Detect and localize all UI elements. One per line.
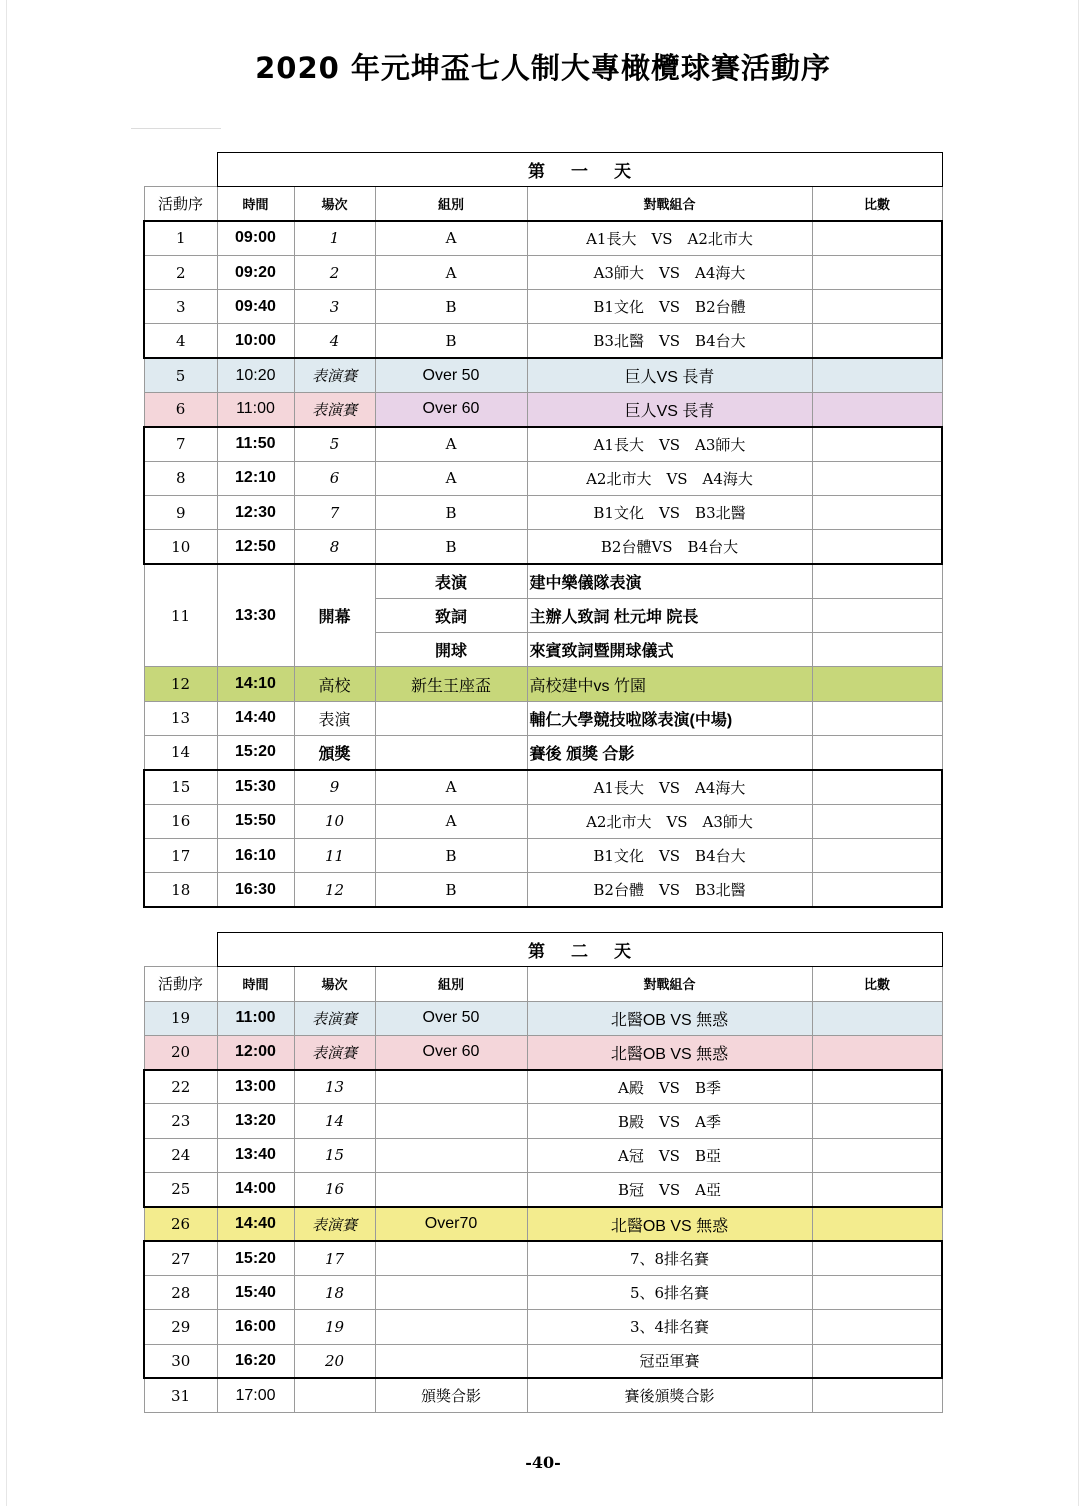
pairing: 巨人VS 長青 xyxy=(527,393,812,427)
group xyxy=(375,1275,527,1309)
group: B xyxy=(375,324,527,358)
activity-seq: 27 xyxy=(144,1241,217,1275)
col-seq-header: 活動序 xyxy=(144,187,217,221)
pairing: A冠 VS B亞 xyxy=(527,1138,812,1172)
time: 16:10 xyxy=(217,838,294,872)
col-group-header: 組別 xyxy=(375,187,527,221)
opening-detail: 來賓致詞暨開球儀式 xyxy=(527,633,812,667)
score xyxy=(812,1138,942,1172)
activity-seq: 17 xyxy=(144,838,217,872)
activity-seq: 13 xyxy=(144,701,217,735)
time: 12:00 xyxy=(217,1035,294,1069)
group: Over 60 xyxy=(375,1035,527,1069)
time: 11:00 xyxy=(217,1001,294,1035)
group: A xyxy=(375,804,527,838)
col-pairing-header: 對戰組合 xyxy=(527,187,812,221)
time: 09:00 xyxy=(217,221,294,255)
pairing: 7、8排名賽 xyxy=(527,1241,812,1275)
time: 15:20 xyxy=(217,1241,294,1275)
score xyxy=(812,1104,942,1138)
pairing: 北醫OB VS 無惑 xyxy=(527,1035,812,1069)
time: 12:10 xyxy=(217,461,294,495)
match-number: 20 xyxy=(294,1344,375,1378)
activity-seq: 14 xyxy=(144,736,217,770)
pairing: B1文化 VS B3北醫 xyxy=(527,495,812,529)
table-row xyxy=(144,736,942,770)
activity-seq: 23 xyxy=(144,1104,217,1138)
table-row xyxy=(144,461,942,495)
time: 09:40 xyxy=(217,290,294,324)
table-row xyxy=(144,873,942,907)
day-heading: 第一天 xyxy=(217,153,942,187)
pairing: 賽後 頒獎 合影 xyxy=(527,736,812,770)
pairing: B3北醫 VS B4台大 xyxy=(527,324,812,358)
table-row xyxy=(144,290,942,324)
score xyxy=(812,564,942,598)
score xyxy=(812,1173,942,1207)
score xyxy=(812,770,942,804)
table-row xyxy=(144,221,942,255)
group: B xyxy=(375,290,527,324)
score xyxy=(812,255,942,289)
opening-item: 表演 xyxy=(375,564,527,598)
match-number: 9 xyxy=(294,770,375,804)
activity-seq: 3 xyxy=(144,290,217,324)
time: 11:50 xyxy=(217,427,294,461)
group xyxy=(375,1070,527,1104)
table-row xyxy=(144,701,942,735)
time: 13:30 xyxy=(217,564,294,667)
col-match-header: 場次 xyxy=(294,187,375,221)
time: 15:50 xyxy=(217,804,294,838)
pairing: 高校建中vs 竹園 xyxy=(527,667,812,701)
activity-seq: 16 xyxy=(144,804,217,838)
score xyxy=(812,838,942,872)
column-header-row xyxy=(144,967,942,1001)
pairing: 北醫OB VS 無惑 xyxy=(527,1207,812,1241)
col-seq-header: 活動序 xyxy=(144,967,217,1001)
score xyxy=(812,1275,942,1309)
match-number: 7 xyxy=(294,495,375,529)
group: B xyxy=(375,495,527,529)
match-number: 6 xyxy=(294,461,375,495)
activity-seq: 4 xyxy=(144,324,217,358)
group: Over 50 xyxy=(375,358,527,392)
match-number: 5 xyxy=(294,427,375,461)
table-row xyxy=(144,393,942,427)
score xyxy=(812,1344,942,1378)
time: 09:20 xyxy=(217,255,294,289)
time: 15:20 xyxy=(217,736,294,770)
score xyxy=(812,221,942,255)
group xyxy=(375,1241,527,1275)
time: 12:30 xyxy=(217,495,294,529)
activity-seq: 31 xyxy=(144,1378,217,1412)
time: 13:00 xyxy=(217,1070,294,1104)
match-number: 10 xyxy=(294,804,375,838)
time: 14:40 xyxy=(217,1207,294,1241)
day-heading-row xyxy=(144,933,942,967)
match-number: 表演賽 xyxy=(294,1207,375,1241)
page-edge-left xyxy=(6,0,7,1506)
table-row xyxy=(144,838,942,872)
table-row xyxy=(144,1035,942,1069)
col-match-header: 場次 xyxy=(294,967,375,1001)
day-heading-row xyxy=(144,153,942,187)
score xyxy=(812,1207,942,1241)
time: 16:30 xyxy=(217,873,294,907)
table-row xyxy=(144,358,942,392)
group: B xyxy=(375,873,527,907)
group: B xyxy=(375,838,527,872)
pairing: B2台體VS B4台大 xyxy=(527,530,812,564)
score xyxy=(812,667,942,701)
pairing: A1長大 VS A3師大 xyxy=(527,427,812,461)
match-number: 16 xyxy=(294,1173,375,1207)
time: 10:20 xyxy=(217,358,294,392)
score xyxy=(812,324,942,358)
activity-seq: 2 xyxy=(144,255,217,289)
group: A xyxy=(375,427,527,461)
group xyxy=(375,1310,527,1344)
day2-schedule-table xyxy=(143,932,943,1413)
score xyxy=(812,736,942,770)
table-row xyxy=(144,1275,942,1309)
table-row xyxy=(144,804,942,838)
activity-seq: 7 xyxy=(144,427,217,461)
activity-seq: 1 xyxy=(144,221,217,255)
score xyxy=(812,1070,942,1104)
match-number: 12 xyxy=(294,873,375,907)
pairing: 北醫OB VS 無惑 xyxy=(527,1001,812,1035)
pairing: 5、6排名賽 xyxy=(527,1275,812,1309)
activity-seq: 11 xyxy=(144,564,217,667)
pairing: 冠亞軍賽 xyxy=(527,1344,812,1378)
time: 13:40 xyxy=(217,1138,294,1172)
opening-item: 開球 xyxy=(375,633,527,667)
pairing: A殿 VS B季 xyxy=(527,1070,812,1104)
opening-row xyxy=(144,564,942,598)
score xyxy=(812,358,942,392)
match-number: 表演 xyxy=(294,701,375,735)
heading-spacer xyxy=(144,153,217,187)
table-row xyxy=(144,427,942,461)
time: 15:40 xyxy=(217,1275,294,1309)
score xyxy=(812,1241,942,1275)
match-number: 8 xyxy=(294,530,375,564)
score xyxy=(812,598,942,632)
pairing: B殿 VS A季 xyxy=(527,1104,812,1138)
match-number: 表演賽 xyxy=(294,1035,375,1069)
pairing: A3師大 VS A4海大 xyxy=(527,255,812,289)
pairing: 巨人VS 長青 xyxy=(527,358,812,392)
match-number: 表演賽 xyxy=(294,393,375,427)
column-header-row xyxy=(144,187,942,221)
match-number: 14 xyxy=(294,1104,375,1138)
col-time-header: 時間 xyxy=(217,967,294,1001)
opening-detail: 主辦人致詞 杜元坤 院長 xyxy=(527,598,812,632)
time: 14:40 xyxy=(217,701,294,735)
match-number: 17 xyxy=(294,1241,375,1275)
page-number: -40- xyxy=(525,1453,561,1472)
table-row xyxy=(144,667,942,701)
time: 15:30 xyxy=(217,770,294,804)
activity-seq: 19 xyxy=(144,1001,217,1035)
group: Over 60 xyxy=(375,393,527,427)
score xyxy=(812,1035,942,1069)
match-number: 13 xyxy=(294,1070,375,1104)
activity-seq: 30 xyxy=(144,1344,217,1378)
activity-seq: 9 xyxy=(144,495,217,529)
table-row xyxy=(144,255,942,289)
pairing: A2北市大 VS A4海大 xyxy=(527,461,812,495)
activity-seq: 6 xyxy=(144,393,217,427)
activity-seq: 10 xyxy=(144,530,217,564)
day1-schedule-table xyxy=(143,152,943,908)
activity-seq: 29 xyxy=(144,1310,217,1344)
table-row xyxy=(144,1378,942,1412)
time: 13:20 xyxy=(217,1104,294,1138)
time: 10:00 xyxy=(217,324,294,358)
match-number: 開幕 xyxy=(294,564,375,667)
table-row xyxy=(144,1241,942,1275)
table-row xyxy=(144,530,942,564)
group xyxy=(375,1104,527,1138)
time: 11:00 xyxy=(217,393,294,427)
group xyxy=(375,1138,527,1172)
group xyxy=(375,1173,527,1207)
col-time-header: 時間 xyxy=(217,187,294,221)
activity-seq: 20 xyxy=(144,1035,217,1069)
table-row xyxy=(144,495,942,529)
score xyxy=(812,804,942,838)
score xyxy=(812,633,942,667)
opening-detail: 建中樂儀隊表演 xyxy=(527,564,812,598)
group: Over70 xyxy=(375,1207,527,1241)
col-score-header: 比數 xyxy=(812,967,942,1001)
activity-seq: 5 xyxy=(144,358,217,392)
score xyxy=(812,427,942,461)
activity-seq: 18 xyxy=(144,873,217,907)
score xyxy=(812,530,942,564)
group xyxy=(375,701,527,735)
time: 12:50 xyxy=(217,530,294,564)
pairing: B1文化 VS B2台體 xyxy=(527,290,812,324)
pairing: 3、4排名賽 xyxy=(527,1310,812,1344)
table-row xyxy=(144,770,942,804)
pairing: A1長大 VS A2北市大 xyxy=(527,221,812,255)
activity-seq: 15 xyxy=(144,770,217,804)
score xyxy=(812,495,942,529)
match-number: 15 xyxy=(294,1138,375,1172)
pairing: A1長大 VS A4海大 xyxy=(527,770,812,804)
group: B xyxy=(375,530,527,564)
time: 16:00 xyxy=(217,1310,294,1344)
group: Over 50 xyxy=(375,1001,527,1035)
col-score-header: 比數 xyxy=(812,187,942,221)
activity-seq: 28 xyxy=(144,1275,217,1309)
score xyxy=(812,701,942,735)
group: A xyxy=(375,770,527,804)
group: A xyxy=(375,461,527,495)
match-number: 3 xyxy=(294,290,375,324)
activity-seq: 22 xyxy=(144,1070,217,1104)
table-row xyxy=(144,1207,942,1241)
page-edge-right xyxy=(1078,0,1079,1506)
group: A xyxy=(375,255,527,289)
match-number: 18 xyxy=(294,1275,375,1309)
match-number: 表演賽 xyxy=(294,358,375,392)
pairing: A2北市大 VS A3師大 xyxy=(527,804,812,838)
col-group-header: 組別 xyxy=(375,967,527,1001)
day-heading: 第二天 xyxy=(217,933,942,967)
table-row xyxy=(144,1310,942,1344)
heading-spacer xyxy=(144,933,217,967)
match-number: 2 xyxy=(294,255,375,289)
pairing: B冠 VS A亞 xyxy=(527,1173,812,1207)
score xyxy=(812,1310,942,1344)
faint-rule xyxy=(131,128,221,129)
table-row xyxy=(144,1344,942,1378)
activity-seq: 25 xyxy=(144,1173,217,1207)
score xyxy=(812,873,942,907)
score xyxy=(812,290,942,324)
time: 17:00 xyxy=(217,1378,294,1412)
match-number: 1 xyxy=(294,221,375,255)
score xyxy=(812,1001,942,1035)
table-row xyxy=(144,1001,942,1035)
group: A xyxy=(375,221,527,255)
page-title: 2020 年元坤盃七人制大專橄欖球賽活動序 xyxy=(255,51,831,85)
pairing: 賽後頒獎合影 xyxy=(527,1378,812,1412)
pairing: 輔仁大學競技啦隊表演(中場) xyxy=(527,701,812,735)
time: 14:10 xyxy=(217,667,294,701)
opening-item: 致詞 xyxy=(375,598,527,632)
table-row xyxy=(144,1173,942,1207)
time: 16:20 xyxy=(217,1344,294,1378)
table-row xyxy=(144,1104,942,1138)
match-number: 19 xyxy=(294,1310,375,1344)
match-number: 高校 xyxy=(294,667,375,701)
activity-seq: 8 xyxy=(144,461,217,495)
pairing: B2台體 VS B3北醫 xyxy=(527,873,812,907)
group: 新生王座盃 xyxy=(375,667,527,701)
col-pairing-header: 對戰組合 xyxy=(527,967,812,1001)
group xyxy=(375,1344,527,1378)
score xyxy=(812,1378,942,1412)
activity-seq: 12 xyxy=(144,667,217,701)
table-row xyxy=(144,1138,942,1172)
match-number: 表演賽 xyxy=(294,1001,375,1035)
activity-seq: 24 xyxy=(144,1138,217,1172)
group: 頒獎合影 xyxy=(375,1378,527,1412)
match-number: 11 xyxy=(294,838,375,872)
match-number xyxy=(294,1378,375,1412)
score xyxy=(812,461,942,495)
match-number: 4 xyxy=(294,324,375,358)
activity-seq: 26 xyxy=(144,1207,217,1241)
table-row xyxy=(144,324,942,358)
pairing: B1文化 VS B4台大 xyxy=(527,838,812,872)
table-row xyxy=(144,1070,942,1104)
score xyxy=(812,393,942,427)
group xyxy=(375,736,527,770)
time: 14:00 xyxy=(217,1173,294,1207)
match-number: 頒獎 xyxy=(294,736,375,770)
